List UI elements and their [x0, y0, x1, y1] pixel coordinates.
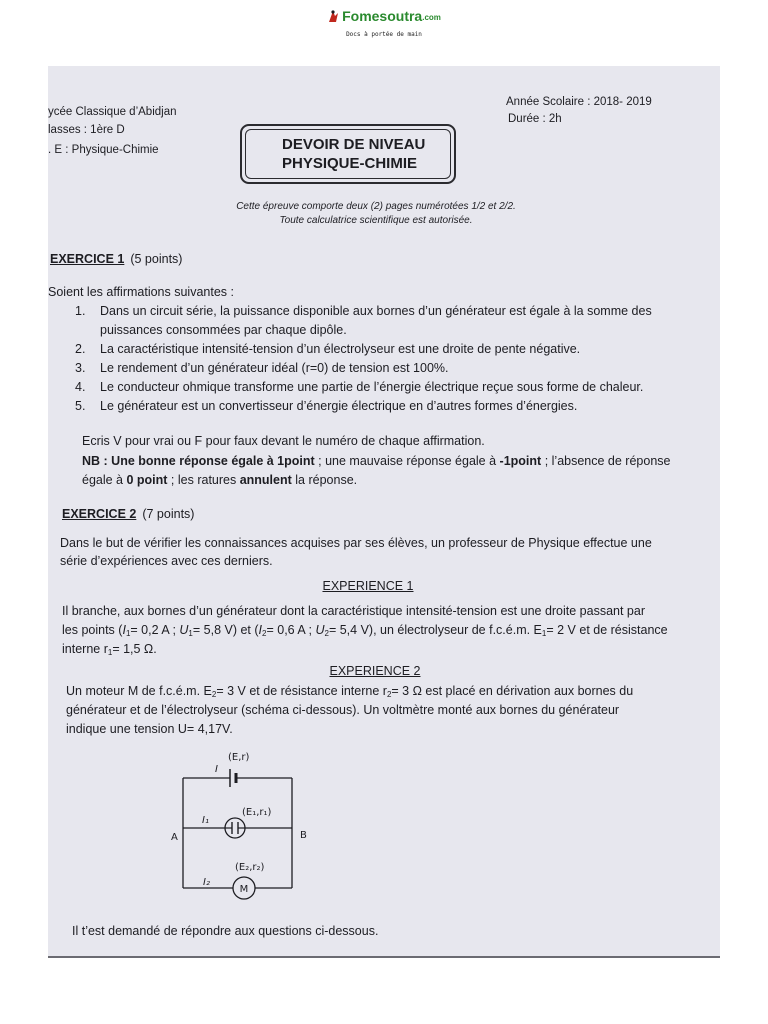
- notice-line-pages: Cette épreuve comporte deux (2) pages numérotées 1/2 et 2/2.: [236, 201, 516, 212]
- exam-page: [48, 66, 720, 958]
- affirmation-text: Le générateur est un convertisseur d’énergie électrique en d’autres formes d’énergies.: [100, 399, 578, 413]
- affirmation-4: [48, 378, 652, 397]
- subscript: 1: [541, 629, 547, 638]
- affirmation-1: [48, 302, 652, 340]
- text-segment: = 3 V et de résistance interne r: [216, 684, 387, 698]
- nb-text: la réponse.: [291, 473, 358, 487]
- title-line-2: PHYSIQUE-CHIMIE: [282, 155, 418, 172]
- subscript: 1: [188, 629, 193, 638]
- affirmation-text: [100, 302, 652, 340]
- class-level: lasses : 1ère D: [48, 124, 125, 136]
- text-segment: = 0,6 A ;: [266, 623, 316, 637]
- affirmation-text: Le conducteur ohmique transforme une partie de l’énergie électrique reçue sous forme de chaleur.: [100, 380, 644, 394]
- symbol-current: I: [258, 623, 263, 637]
- exercise-2-heading: [62, 505, 194, 524]
- symbol-voltage: U: [315, 623, 325, 637]
- exercise-1-heading: [50, 250, 182, 269]
- nb-text: égale à: [82, 473, 127, 487]
- node-a-label: A: [171, 832, 178, 843]
- logo-domain: .com: [422, 13, 441, 22]
- text-segment: = 5,4 V), un électrolyseur de f.c.é.m. E: [328, 623, 542, 637]
- nb-bold: NB : Une bonne réponse égale à 1point: [82, 453, 315, 468]
- exercise-2-points: (7 points): [142, 507, 195, 521]
- affirmations-list: [48, 302, 652, 416]
- logo-name: Fomesoutra: [342, 8, 423, 24]
- exam-duration: Durée : 2h: [508, 113, 562, 125]
- affirmation-text: Le rendement d’un générateur idéal (r=0) de tension est 100%.: [100, 361, 449, 375]
- affirmation-5: [48, 397, 652, 416]
- generator-label: (E,r): [228, 752, 250, 763]
- logo-emblem-icon: [327, 9, 340, 24]
- text-segment: Un moteur M de f.c.é.m. E: [66, 684, 212, 698]
- nb-bold: -1point: [499, 453, 542, 468]
- text-segment: interne r: [62, 642, 108, 656]
- subscript: 2: [386, 690, 392, 699]
- affirmation-line: puissances consommées par chaque dipôle.: [100, 323, 347, 337]
- electrolyser-label: (E₁,r₁): [242, 807, 272, 818]
- site-logo: [0, 8, 768, 39]
- current-2-label: I₂: [203, 877, 210, 888]
- current-main-label: I: [215, 764, 218, 775]
- subscript: 2: [262, 629, 267, 638]
- affirmation-number: 5.: [75, 399, 86, 413]
- text-segment: = 3 Ω est placé en dérivation aux bornes du: [391, 684, 634, 698]
- school-name: ycée Classique d’Abidjan: [48, 106, 177, 118]
- affirmation-number: 3.: [75, 361, 86, 375]
- text-segment: = 2 V et de résistance: [546, 623, 668, 637]
- symbol-current: I: [122, 623, 126, 637]
- experience-2-title: EXPERIENCE 2: [329, 664, 421, 678]
- nb-text: ; une mauvaise réponse égale à: [314, 453, 500, 468]
- intro-line: Dans le but de vérifier les connaissances acquises par ses élèves, un professeur de Physique effectue une: [60, 536, 652, 550]
- motor-label: (E₂,r₂): [235, 862, 265, 873]
- nb-text: ; l’absence de réponse: [541, 453, 671, 468]
- exercise-1-instructions: [82, 432, 670, 491]
- symbol-voltage: U: [179, 623, 189, 637]
- text-segment: les points (: [62, 623, 123, 637]
- experience-2-text: [66, 682, 633, 739]
- subject-name: . E : Physique-Chimie: [48, 144, 159, 156]
- subscript: 2: [211, 690, 217, 699]
- exercise-1-points: (5 points): [130, 252, 183, 266]
- circuit-diagram: [160, 745, 320, 905]
- title-box-inner: [245, 129, 451, 179]
- affirmation-number: 4.: [75, 380, 86, 394]
- title-line-1: DEVOIR DE NIVEAU: [282, 136, 426, 153]
- intro-line: série d’expériences avec ces derniers.: [60, 554, 273, 568]
- affirmation-2: [48, 340, 652, 359]
- text-segment: indique une tension U= 4,17V.: [66, 722, 233, 736]
- text-segment: Il branche, aux bornes d’un générateur dont la caractéristique intensité-tension est une droite passant par: [62, 604, 646, 618]
- instruction-text: Ecris V pour vrai ou F pour faux devant le numéro de chaque affirmation.: [82, 434, 485, 448]
- text-segment: = 1,5 Ω.: [112, 642, 157, 656]
- motor-letter: M: [239, 884, 249, 895]
- exercise-2-intro: [60, 534, 652, 570]
- affirmation-number: 1.: [75, 304, 86, 318]
- logo-row: [327, 8, 441, 24]
- affirmation-number: 2.: [75, 342, 86, 356]
- affirmation-line: Dans un circuit série, la puissance disponible aux bornes d’un générateur est égale à la somme des: [100, 304, 652, 318]
- text-segment: = 0,2 A ;: [130, 623, 180, 637]
- affirmation-text: La caractéristique intensité-tension d’un électrolyseur est une droite de pente négative.: [100, 342, 581, 356]
- exercise-2-label: EXERCICE 2: [62, 507, 137, 521]
- nb-bold: 0 point: [126, 473, 168, 487]
- experience-1-title: EXPERIENCE 1: [322, 579, 414, 593]
- nb-text: ; les ratures: [167, 473, 240, 487]
- experience-1-text: [62, 602, 668, 659]
- nb-bold: annulent: [239, 473, 292, 487]
- subscript: 1: [125, 629, 131, 638]
- subscript: 1: [107, 648, 113, 657]
- exercise-1-intro: Soient les affirmations suivantes :: [48, 285, 234, 299]
- school-year: Année Scolaire : 2018- 2019: [506, 96, 652, 108]
- closing-line: Il t’est demandé de répondre aux questions ci-dessous.: [72, 924, 379, 938]
- subscript: 2: [324, 629, 329, 638]
- text-segment: = 5,8 V) et (: [192, 623, 259, 637]
- node-b-label: B: [300, 830, 307, 841]
- title-box: [240, 124, 456, 184]
- affirmation-3: [48, 359, 652, 378]
- exercise-1-label: EXERCICE 1: [50, 252, 125, 266]
- logo-tagline: Docs à portée de main: [346, 31, 422, 38]
- notice-line-calculator: Toute calculatrice scientifique est autorisée.: [279, 215, 473, 226]
- nb-note: [82, 452, 670, 491]
- exam-notice: [176, 200, 576, 228]
- current-1-label: I₁: [202, 815, 209, 826]
- text-segment: générateur et de l’électrolyseur (schéma ci-dessous). Un voltmètre monté aux bornes du générateur: [66, 703, 620, 717]
